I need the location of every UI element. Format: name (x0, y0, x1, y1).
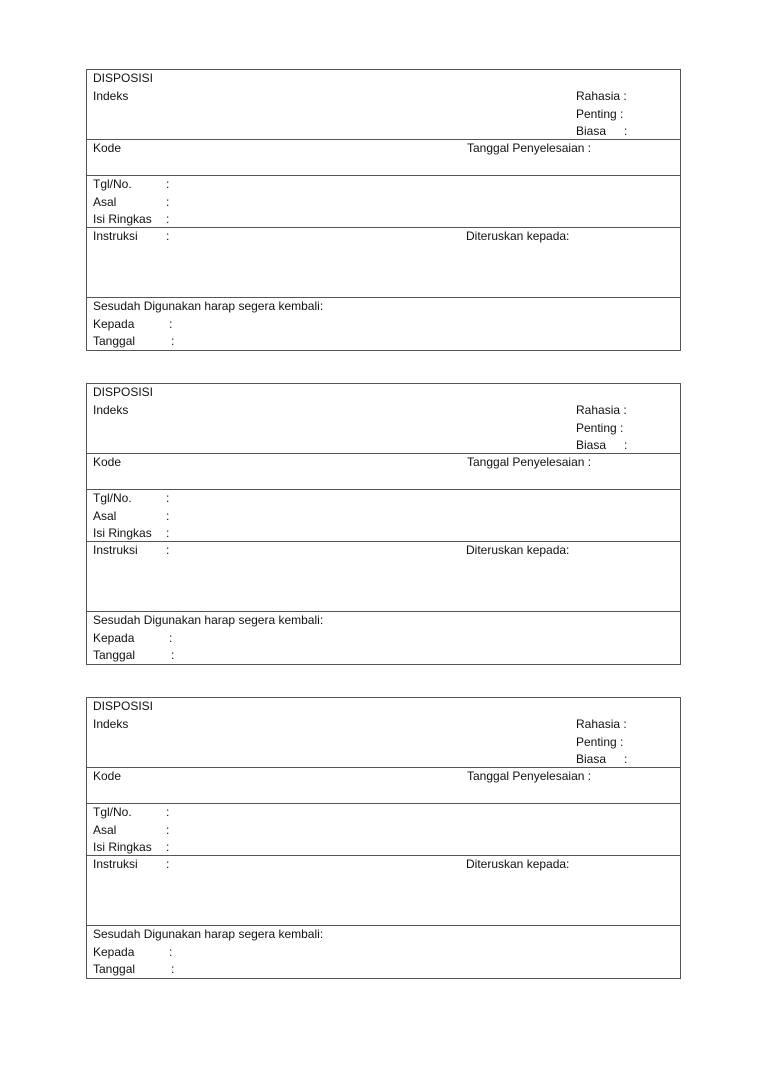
isi-ringkas-label: Isi Ringkas (93, 212, 152, 226)
rahasia-label: Rahasia : (576, 89, 627, 103)
isi-ringkas-colon: : (166, 526, 170, 540)
disposisi-form-3 (86, 697, 681, 979)
header-section (87, 70, 680, 140)
detail-section (87, 804, 680, 856)
tgl-no-colon: : (166, 805, 170, 819)
asal-label: Asal (93, 823, 117, 837)
tgl-no-label: Tgl/No. (93, 491, 132, 505)
asal-colon: : (166, 509, 170, 523)
tanggal-label: Tanggal (93, 334, 136, 348)
kepada-label: Kepada (93, 945, 135, 959)
disposisi-form-1 (86, 69, 681, 351)
biasa-label: Biasa (576, 438, 607, 452)
penting-label: Penting : (576, 107, 624, 121)
indeks-label: Indeks (93, 89, 129, 103)
instruksi-colon: : (166, 857, 170, 871)
kepada-label: Kepada (93, 631, 135, 645)
tgl-no-label: Tgl/No. (93, 805, 132, 819)
biasa-colon: : (624, 124, 628, 138)
instruksi-section (87, 542, 680, 612)
instruksi-label: Instruksi (93, 543, 138, 557)
header-section (87, 384, 680, 454)
form-title: DISPOSISI (93, 699, 154, 713)
sesudah-label: Sesudah Digunakan harap segera kembali: (93, 299, 324, 313)
kode-label: Kode (93, 455, 122, 469)
return-section (87, 612, 680, 664)
tgl-no-colon: : (166, 177, 170, 191)
penting-label: Penting : (576, 735, 624, 749)
form-title: DISPOSISI (93, 385, 154, 399)
instruksi-section (87, 856, 680, 926)
detail-section (87, 490, 680, 542)
tanggal-colon: : (171, 334, 175, 348)
tanggal-label: Tanggal (93, 648, 136, 662)
return-section (87, 298, 680, 350)
sesudah-label: Sesudah Digunakan harap segera kembali: (93, 927, 324, 941)
header-section (87, 698, 680, 768)
tanggal-penyelesaian-label: Tanggal Penyelesaian : (467, 769, 592, 783)
biasa-label: Biasa (576, 752, 607, 766)
detail-section (87, 176, 680, 228)
diteruskan-label: Diteruskan kepada: (466, 543, 570, 557)
kode-label: Kode (93, 769, 122, 783)
kepada-label: Kepada (93, 317, 135, 331)
asal-label: Asal (93, 195, 117, 209)
kode-label: Kode (93, 141, 122, 155)
kepada-colon: : (169, 945, 173, 959)
indeks-label: Indeks (93, 403, 129, 417)
instruksi-section (87, 228, 680, 298)
form-title: DISPOSISI (93, 71, 154, 85)
isi-ringkas-label: Isi Ringkas (93, 840, 152, 854)
tanggal-label: Tanggal (93, 962, 136, 976)
indeks-label: Indeks (93, 717, 129, 731)
asal-label: Asal (93, 509, 117, 523)
diteruskan-label: Diteruskan kepada: (466, 229, 570, 243)
instruksi-label: Instruksi (93, 857, 138, 871)
kepada-colon: : (169, 317, 173, 331)
tgl-no-label: Tgl/No. (93, 177, 132, 191)
biasa-label: Biasa (576, 124, 607, 138)
biasa-colon: : (624, 752, 628, 766)
penting-label: Penting : (576, 421, 624, 435)
rahasia-label: Rahasia : (576, 717, 627, 731)
isi-ringkas-label: Isi Ringkas (93, 526, 152, 540)
kode-section (87, 768, 680, 804)
diteruskan-label: Diteruskan kepada: (466, 857, 570, 871)
biasa-colon: : (624, 438, 628, 452)
asal-colon: : (166, 823, 170, 837)
tgl-no-colon: : (166, 491, 170, 505)
kepada-colon: : (169, 631, 173, 645)
instruksi-colon: : (166, 543, 170, 557)
tanggal-penyelesaian-label: Tanggal Penyelesaian : (467, 141, 592, 155)
asal-colon: : (166, 195, 170, 209)
isi-ringkas-colon: : (166, 212, 170, 226)
return-section (87, 926, 680, 978)
instruksi-label: Instruksi (93, 229, 138, 243)
tanggal-colon: : (171, 648, 175, 662)
instruksi-colon: : (166, 229, 170, 243)
sesudah-label: Sesudah Digunakan harap segera kembali: (93, 613, 324, 627)
tanggal-colon: : (171, 962, 175, 976)
kode-section (87, 140, 680, 176)
tanggal-penyelesaian-label: Tanggal Penyelesaian : (467, 455, 592, 469)
rahasia-label: Rahasia : (576, 403, 627, 417)
disposisi-form-2 (86, 383, 681, 665)
isi-ringkas-colon: : (166, 840, 170, 854)
kode-section (87, 454, 680, 490)
